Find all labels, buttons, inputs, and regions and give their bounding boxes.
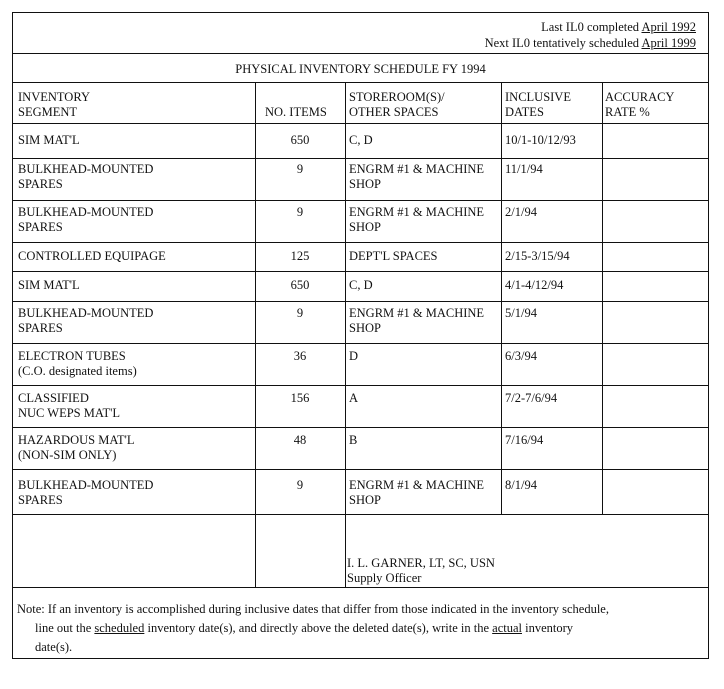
- row-10-segment: BULKHEAD-MOUNTED SPARES: [18, 478, 154, 507]
- ilo-status: [485, 19, 696, 51]
- row-1-segment: SIM MAT'L: [18, 133, 80, 147]
- row-5-storeroom: C, D: [349, 278, 373, 292]
- row-8-storeroom: A: [349, 391, 359, 405]
- next-ilo-label: Next IL0 tentatively scheduled: [484, 36, 640, 50]
- header-accuracy: ACCURACY RATE %: [605, 90, 675, 119]
- row-rule: [13, 123, 708, 124]
- row-7-storeroom: D: [349, 349, 359, 363]
- divider-top: [13, 53, 708, 54]
- last-ilo-date: April 1992: [641, 20, 696, 34]
- col-rule-4: [602, 82, 603, 514]
- document-frame: [12, 12, 709, 659]
- row-10-dates: 8/1/94: [505, 478, 537, 492]
- row-5-items: 650: [290, 278, 310, 292]
- next-ilo-date: April 1999: [641, 36, 696, 50]
- header-items: NO. ITEMS: [265, 105, 327, 119]
- row-rule: [13, 427, 708, 428]
- signature-title: Supply Officer: [347, 571, 422, 585]
- row-6-dates: 5/1/94: [505, 306, 537, 320]
- footnote: [17, 600, 703, 657]
- signature-block: [347, 556, 495, 586]
- row-9-storeroom: B: [349, 433, 358, 447]
- divider-title: [13, 82, 708, 83]
- row-9-segment: HAZARDOUS MAT'L (NON-SIM ONLY): [18, 433, 135, 462]
- row-rule: [13, 385, 708, 386]
- note-underlined-actual: actual: [492, 621, 522, 635]
- row-8-dates: 7/2-7/6/94: [505, 391, 558, 405]
- row-2-segment: BULKHEAD-MOUNTED SPARES: [18, 162, 154, 191]
- row-2-dates: 11/1/94: [505, 162, 543, 176]
- schedule-title: PHYSICAL INVENTORY SCHEDULE FY 1994: [235, 62, 486, 76]
- last-ilo-line: [485, 19, 696, 35]
- row-10-storeroom: ENGRM #1 & MACHINE SHOP: [349, 478, 485, 507]
- note-text: inventory: [525, 621, 574, 635]
- row-9-items: 48: [293, 433, 307, 447]
- row-6-items: 9: [296, 306, 304, 320]
- row-5-dates: 4/1-4/12/94: [505, 278, 564, 292]
- row-2-items: 9: [296, 162, 304, 176]
- row-8-items: 156: [290, 391, 310, 405]
- row-3-items: 9: [296, 205, 304, 219]
- row-rule-bottom: [13, 587, 708, 588]
- note-text: inventory date(s), and directly above the deleted date(s), write in the: [147, 621, 490, 635]
- row-4-items: 125: [290, 249, 310, 263]
- row-rule: [13, 514, 708, 515]
- row-4-segment: CONTROLLED EQUIPAGE: [18, 249, 166, 263]
- row-7-dates: 6/3/94: [505, 349, 537, 363]
- note-line-3: date(s).: [35, 640, 73, 654]
- col-rule-3: [501, 82, 502, 514]
- row-3-dates: 2/1/94: [505, 205, 537, 219]
- row-5-segment: SIM MAT'L: [18, 278, 80, 292]
- row-4-dates: 2/15-3/15/94: [505, 249, 570, 263]
- row-9-dates: 7/16/94: [505, 433, 544, 447]
- header-segment: INVENTORY SEGMENT: [18, 90, 90, 119]
- row-3-storeroom: ENGRM #1 & MACHINE SHOP: [349, 205, 485, 234]
- note-line-1: Note: If an inventory is accomplished during inclusive dates that differ from those indicated in the inventory schedule,: [17, 602, 609, 616]
- row-3-segment: BULKHEAD-MOUNTED SPARES: [18, 205, 154, 234]
- row-1-dates: 10/1-10/12/93: [505, 133, 576, 147]
- note-underlined-scheduled: scheduled: [94, 621, 145, 635]
- next-ilo-line: [485, 35, 696, 51]
- row-rule: [13, 343, 708, 344]
- signature-name: I. L. GARNER, LT, SC, USN: [347, 556, 495, 570]
- row-7-segment: ELECTRON TUBES (C.O. designated items): [18, 349, 137, 378]
- note-line-2: [17, 619, 703, 638]
- last-ilo-label: Last IL0 completed: [541, 20, 640, 34]
- row-rule: [13, 271, 708, 272]
- row-4-storeroom: DEPT'L SPACES: [349, 249, 438, 263]
- row-rule: [13, 242, 708, 243]
- row-7-items: 36: [293, 349, 307, 363]
- row-1-storeroom: C, D: [349, 133, 373, 147]
- note-text: line out the: [35, 621, 92, 635]
- header-dates: INCLUSIVE DATES: [505, 90, 571, 119]
- row-6-segment: BULKHEAD-MOUNTED SPARES: [18, 306, 154, 335]
- row-rule: [13, 158, 708, 159]
- row-rule: [13, 469, 708, 470]
- row-8-segment: CLASSIFIED NUC WEPS MAT'L: [18, 391, 121, 420]
- header-storeroom: STOREROOM(S)/ OTHER SPACES: [349, 90, 445, 119]
- row-rule: [13, 301, 708, 302]
- row-rule: [13, 200, 708, 201]
- row-2-storeroom: ENGRM #1 & MACHINE SHOP: [349, 162, 485, 191]
- row-10-items: 9: [296, 478, 304, 492]
- row-6-storeroom: ENGRM #1 & MACHINE SHOP: [349, 306, 485, 335]
- row-1-items: 650: [290, 133, 310, 147]
